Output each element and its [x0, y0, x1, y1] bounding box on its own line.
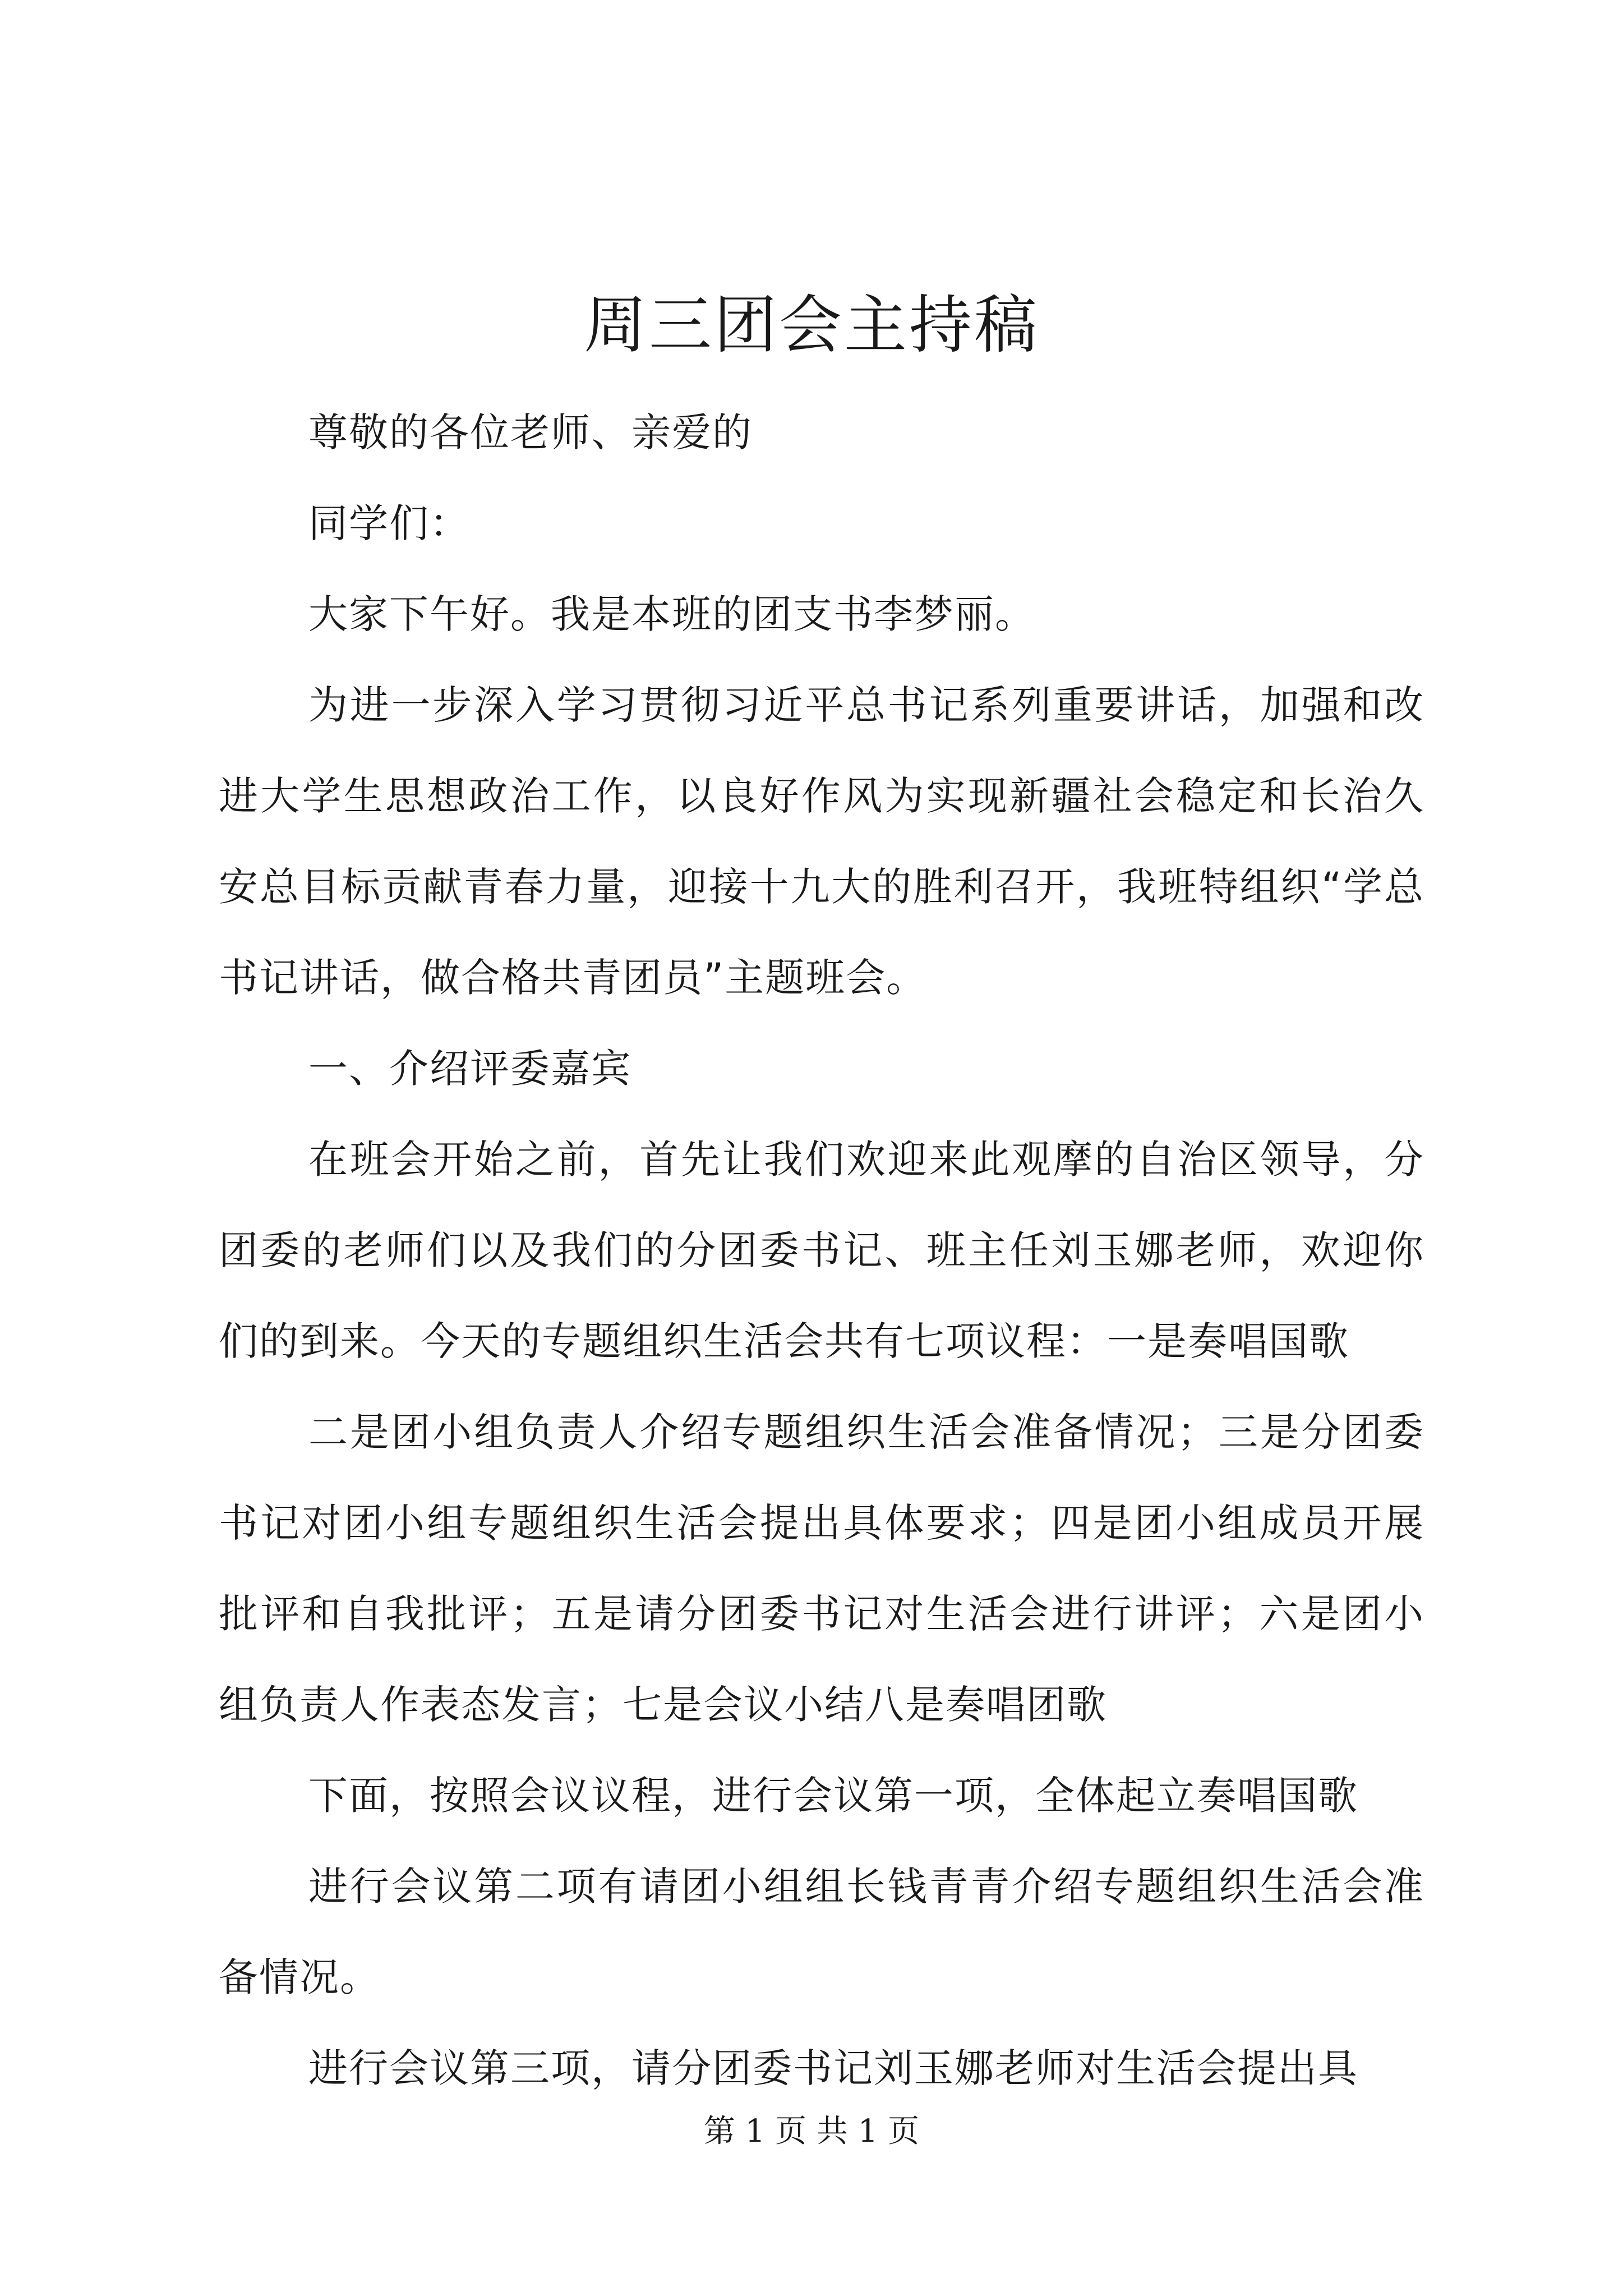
- paragraph-item-one: 下面，按照会议议程，进行会议第一项，全体起立奏唱国歌: [308, 1773, 1358, 1819]
- paragraph-salutation-2: 同学们：: [308, 500, 470, 546]
- paragraph-item-three: 进行会议第三项，请分团委书记刘玉娜老师对生活会提出具: [308, 2045, 1358, 2091]
- paragraph-greeting: 大家下午好。我是本班的团支书李梦丽。: [308, 591, 1035, 637]
- document-title: 周三团会主持稿: [584, 289, 1039, 362]
- section-heading-introduce-guests: 一、介绍评委嘉宾: [308, 1046, 631, 1092]
- paragraph-welcome-guests: 在班会开始之前，首先让我们欢迎来此观摩的自治区领导，分团委的老师们以及我们的分团委书记、班主任刘玉娜老师，欢迎你们的到来。今天的专题组织生活会共有七项议程：一是奏唱国歌: [219, 1137, 1424, 1364]
- paragraph-agenda: 二是团小组负责人介绍专题组织生活会准备情况；三是分团委书记对团小组专题组织生活会提出具体要求；四是团小组成员开展批评和自我批评；五是请分团委书记对生活会进行讲评；六是团小组负责人作表态发言；七是会议小结八是奏唱团歌: [219, 1409, 1424, 1728]
- paragraph-purpose: 为进一步深入学习贯彻习近平总书记系列重要讲话，加强和改进大学生思想政治工作，以良好作风为实现新疆社会稳定和长治久安总目标贡献青春力量，迎接十九大的胜利召开，我班特组织“学总书记讲话，做合格共青团员”主题班会。: [219, 682, 1424, 1001]
- paragraph-item-two: 进行会议第二项有请团小组组长钱青青介绍专题组织生活会准备情况。: [219, 1864, 1424, 2000]
- page-footer: 第 1 页 共 1 页: [703, 2113, 920, 2150]
- document-body: [219, 387, 1424, 2114]
- paragraph-salutation-1: 尊敬的各位老师、亲爱的: [308, 409, 753, 455]
